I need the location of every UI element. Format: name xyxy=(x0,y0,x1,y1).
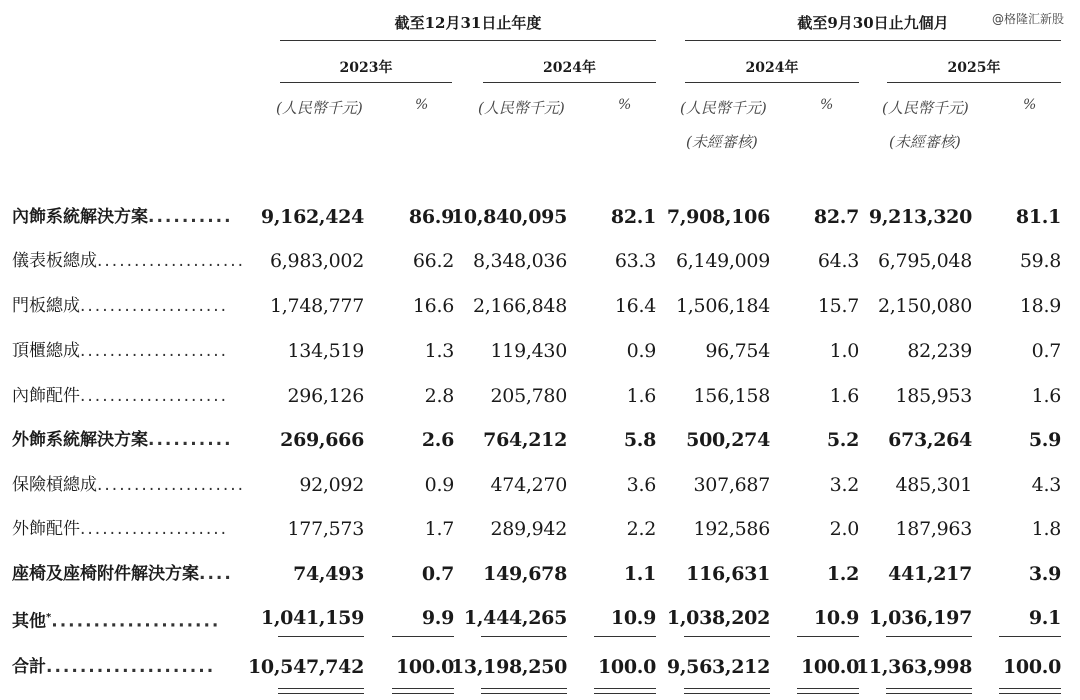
percent-cell: 2.0 xyxy=(829,518,859,540)
group-rule-annual xyxy=(280,40,656,41)
amount-cell: 185,953 xyxy=(895,385,972,407)
table-row xyxy=(0,381,1080,411)
row-label xyxy=(12,652,248,682)
percent-cell: 59.8 xyxy=(1019,250,1061,272)
percent-cell: 100.0 xyxy=(1003,656,1061,678)
amount-cell: 6,149,009 xyxy=(676,250,770,272)
group-title-annual: 截至12月31日止年度 xyxy=(394,14,542,32)
amount-cell: 156,158 xyxy=(693,385,770,407)
pct-header-2: % xyxy=(618,97,632,113)
amount-cell: 1,444,265 xyxy=(463,607,567,629)
percent-cell: 86.9 xyxy=(408,206,454,228)
percent-cell: 3.2 xyxy=(829,474,859,496)
leader-dots: .................... xyxy=(80,386,229,406)
percent-cell: 0.7 xyxy=(421,563,454,585)
row-label xyxy=(12,291,248,321)
percent-cell: 0.9 xyxy=(424,474,454,496)
row-label xyxy=(12,470,248,500)
row-label xyxy=(12,246,248,276)
amount-cell: 192,586 xyxy=(693,518,770,540)
amount-cell: 134,519 xyxy=(287,340,364,362)
unit-header-3: (人民幣千元) xyxy=(680,99,767,117)
amount-cell: 1,038,202 xyxy=(666,607,770,629)
subtotal-rule xyxy=(797,636,859,637)
leader-dots: .......... xyxy=(148,430,233,450)
amount-cell: 485,301 xyxy=(895,474,972,496)
row-label xyxy=(12,202,248,232)
leader-dots: .... xyxy=(199,564,233,584)
leader-dots: .................... xyxy=(51,611,221,632)
year-rule-4 xyxy=(887,82,1061,83)
percent-cell: 1.6 xyxy=(829,385,859,407)
year-rule-2 xyxy=(483,82,656,83)
percent-cell: 81.1 xyxy=(1015,206,1061,228)
total-double-rule xyxy=(481,688,567,694)
total-double-rule xyxy=(999,688,1061,694)
amount-cell: 7,908,106 xyxy=(666,206,770,228)
percent-cell: 9.9 xyxy=(421,607,454,629)
percent-cell: 3.6 xyxy=(626,474,656,496)
percent-cell: 4.3 xyxy=(1031,474,1061,496)
percent-cell: 1.0 xyxy=(829,340,859,362)
amount-cell: 2,150,080 xyxy=(878,295,972,317)
leader-dots: .................... xyxy=(97,251,246,271)
percent-cell: 5.8 xyxy=(623,429,656,451)
year-header-4: 2025年 xyxy=(947,60,1001,76)
year-header-1: 2023年 xyxy=(339,60,393,76)
unit-header-2: (人民幣千元) xyxy=(478,99,565,117)
amount-cell: 269,666 xyxy=(280,429,364,451)
amount-cell: 9,213,320 xyxy=(868,206,972,228)
amount-cell: 74,493 xyxy=(293,563,364,585)
pct-header-1: % xyxy=(415,97,429,113)
subtotal-rule xyxy=(392,636,454,637)
row-label xyxy=(12,381,248,411)
pct-header-3: % xyxy=(820,97,834,113)
subtotal-rule xyxy=(594,636,656,637)
unit-header-4: (人民幣千元) xyxy=(882,99,969,117)
row-label xyxy=(12,603,248,637)
percent-cell: 16.4 xyxy=(614,295,656,317)
amount-cell: 177,573 xyxy=(287,518,364,540)
amount-cell: 205,780 xyxy=(490,385,567,407)
leader-dots: .......... xyxy=(148,207,233,227)
percent-cell: 10.9 xyxy=(610,607,656,629)
amount-cell: 187,963 xyxy=(895,518,972,540)
total-double-rule xyxy=(886,688,972,694)
amount-cell: 764,212 xyxy=(483,429,567,451)
unaudited-note-4: (未經審核) xyxy=(889,133,961,151)
amount-cell: 9,563,212 xyxy=(666,656,770,678)
leader-dots: .................... xyxy=(97,475,246,495)
subtotal-rule xyxy=(886,636,972,637)
row-label xyxy=(12,336,248,366)
row-label-text: 保險槓總成 xyxy=(12,475,97,495)
percent-cell: 5.9 xyxy=(1028,429,1061,451)
amount-cell: 119,430 xyxy=(490,340,567,362)
table-row xyxy=(0,514,1080,544)
amount-cell: 1,748,777 xyxy=(270,295,364,317)
amount-cell: 11,363,998 xyxy=(856,656,972,678)
row-label-text: 儀表板總成 xyxy=(12,251,97,271)
table-row xyxy=(0,291,1080,321)
percent-cell: 18.9 xyxy=(1019,295,1061,317)
percent-cell: 1.6 xyxy=(626,385,656,407)
row-label xyxy=(12,559,248,589)
leader-dots: .................... xyxy=(46,657,216,677)
amount-cell: 2,166,848 xyxy=(473,295,567,317)
row-label-text: 其他 xyxy=(12,611,46,632)
unaudited-note-3: (未經審核) xyxy=(686,133,758,151)
footnote-marker: * xyxy=(46,612,52,623)
row-label xyxy=(12,514,248,544)
percent-cell: 1.1 xyxy=(623,563,656,585)
percent-cell: 100.0 xyxy=(396,656,454,678)
percent-cell: 100.0 xyxy=(801,656,859,678)
amount-cell: 96,754 xyxy=(705,340,770,362)
amount-cell: 116,631 xyxy=(686,563,770,585)
group-title-nine-months: 截至9月30日止九個月 xyxy=(797,14,949,32)
amount-cell: 1,036,197 xyxy=(868,607,972,629)
subtotal-rule xyxy=(684,636,770,637)
row-label xyxy=(12,425,248,455)
total-double-rule xyxy=(278,688,364,694)
percent-cell: 1.6 xyxy=(1031,385,1061,407)
amount-cell: 8,348,036 xyxy=(473,250,567,272)
table-row xyxy=(0,652,1080,682)
amount-cell: 13,198,250 xyxy=(451,656,567,678)
percent-cell: 9.1 xyxy=(1028,607,1061,629)
leader-dots: .................... xyxy=(80,341,229,361)
amount-cell: 500,274 xyxy=(686,429,770,451)
percent-cell: 3.9 xyxy=(1028,563,1061,585)
group-rule-nine-months xyxy=(685,40,1061,41)
percent-cell: 1.8 xyxy=(1031,518,1061,540)
amount-cell: 307,687 xyxy=(693,474,770,496)
total-double-rule xyxy=(797,688,859,694)
table-row xyxy=(0,202,1080,232)
amount-cell: 9,162,424 xyxy=(260,206,364,228)
total-double-rule xyxy=(594,688,656,694)
row-label-text: 外飾配件 xyxy=(12,519,80,539)
percent-cell: 66.2 xyxy=(412,250,454,272)
table-row xyxy=(0,246,1080,276)
percent-cell: 0.7 xyxy=(1031,340,1061,362)
table-row xyxy=(0,470,1080,500)
amount-cell: 673,264 xyxy=(888,429,972,451)
amount-cell: 1,506,184 xyxy=(676,295,770,317)
percent-cell: 100.0 xyxy=(598,656,656,678)
amount-cell: 149,678 xyxy=(483,563,567,585)
table-row xyxy=(0,559,1080,589)
percent-cell: 2.6 xyxy=(421,429,454,451)
amount-cell: 6,795,048 xyxy=(878,250,972,272)
table-row xyxy=(0,603,1080,633)
total-double-rule xyxy=(684,688,770,694)
amount-cell: 441,217 xyxy=(888,563,972,585)
percent-cell: 64.3 xyxy=(817,250,859,272)
amount-cell: 474,270 xyxy=(490,474,567,496)
amount-cell: 82,239 xyxy=(907,340,972,362)
percent-cell: 10.9 xyxy=(813,607,859,629)
amount-cell: 6,983,002 xyxy=(270,250,364,272)
amount-cell: 1,041,159 xyxy=(260,607,364,629)
percent-cell: 16.6 xyxy=(412,295,454,317)
percent-cell: 82.1 xyxy=(610,206,656,228)
watermark: @格隆汇新股 xyxy=(991,12,1064,26)
year-rule-1 xyxy=(280,82,452,83)
percent-cell: 82.7 xyxy=(813,206,859,228)
amount-cell: 296,126 xyxy=(287,385,364,407)
year-rule-3 xyxy=(685,82,859,83)
percent-cell: 1.7 xyxy=(424,518,454,540)
leader-dots: .................... xyxy=(80,296,229,316)
row-label-text: 外飾系統解決方案 xyxy=(12,430,148,450)
percent-cell: 1.2 xyxy=(826,563,859,585)
amount-cell: 289,942 xyxy=(490,518,567,540)
total-double-rule xyxy=(392,688,454,694)
amount-cell: 10,840,095 xyxy=(451,206,567,228)
percent-cell: 15.7 xyxy=(817,295,859,317)
amount-cell: 10,547,742 xyxy=(248,656,364,678)
percent-cell: 5.2 xyxy=(826,429,859,451)
year-header-2: 2024年 xyxy=(543,60,596,76)
pct-header-4: % xyxy=(1023,97,1037,113)
percent-cell: 2.8 xyxy=(424,385,454,407)
subtotal-rule xyxy=(481,636,567,637)
percent-cell: 2.2 xyxy=(626,518,656,540)
row-label-text: 門板總成 xyxy=(12,296,80,316)
leader-dots: .................... xyxy=(80,519,229,539)
subtotal-rule xyxy=(999,636,1061,637)
table-row xyxy=(0,425,1080,455)
row-label-text: 內飾系統解決方案 xyxy=(12,207,148,227)
year-header-3: 2024年 xyxy=(745,60,799,76)
row-label-text: 頂櫃總成 xyxy=(12,341,80,361)
percent-cell: 1.3 xyxy=(424,340,454,362)
subtotal-rule xyxy=(278,636,364,637)
table-row xyxy=(0,336,1080,366)
amount-cell: 92,092 xyxy=(299,474,364,496)
percent-cell: 0.9 xyxy=(626,340,656,362)
unit-header-1: (人民幣千元) xyxy=(276,99,363,117)
row-label-text: 合計 xyxy=(12,657,46,677)
row-label-text: 座椅及座椅附件解決方案 xyxy=(12,564,199,584)
row-label-text: 內飾配件 xyxy=(12,386,80,406)
percent-cell: 63.3 xyxy=(614,250,656,272)
